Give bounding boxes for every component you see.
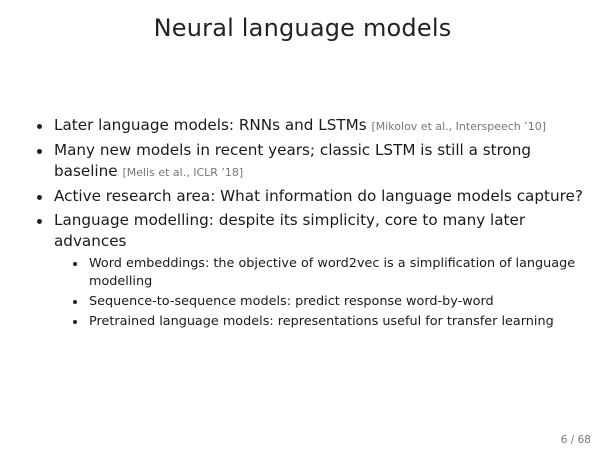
sub-bullet-list [54, 255, 596, 331]
page-number: 6 / 68 [560, 434, 591, 446]
bullet-text: Many new models in recent years; classic LSTM is still a strong baseline [54, 141, 532, 180]
bullet-text: Language modelling: despite its simplicity, core to many later advances [54, 211, 526, 250]
citation: [Melis et al., ICLR ’18] [122, 166, 244, 179]
bullet-item [36, 140, 596, 183]
sub-bullet-item: Pretrained language models: representations useful for transfer learning [72, 313, 596, 331]
bullet-list [36, 115, 596, 334]
citation: [Mikolov et al., Interspeech ’10] [371, 120, 547, 133]
slide-title: Neural language models [153, 14, 452, 42]
bullet-item [36, 115, 596, 137]
bullet-item [36, 210, 596, 331]
sub-bullet-item: Word embeddings: the objective of word2vec is a simplification of language modelling [72, 255, 596, 291]
bullet-text: Later language models: RNNs and LSTMs [54, 116, 367, 134]
bullet-item [36, 186, 596, 207]
bullet-text: Active research area: What information do language models capture? [54, 187, 583, 205]
sub-bullet-item: Sequence-to-sequence models: predict response word-by-word [72, 293, 596, 311]
